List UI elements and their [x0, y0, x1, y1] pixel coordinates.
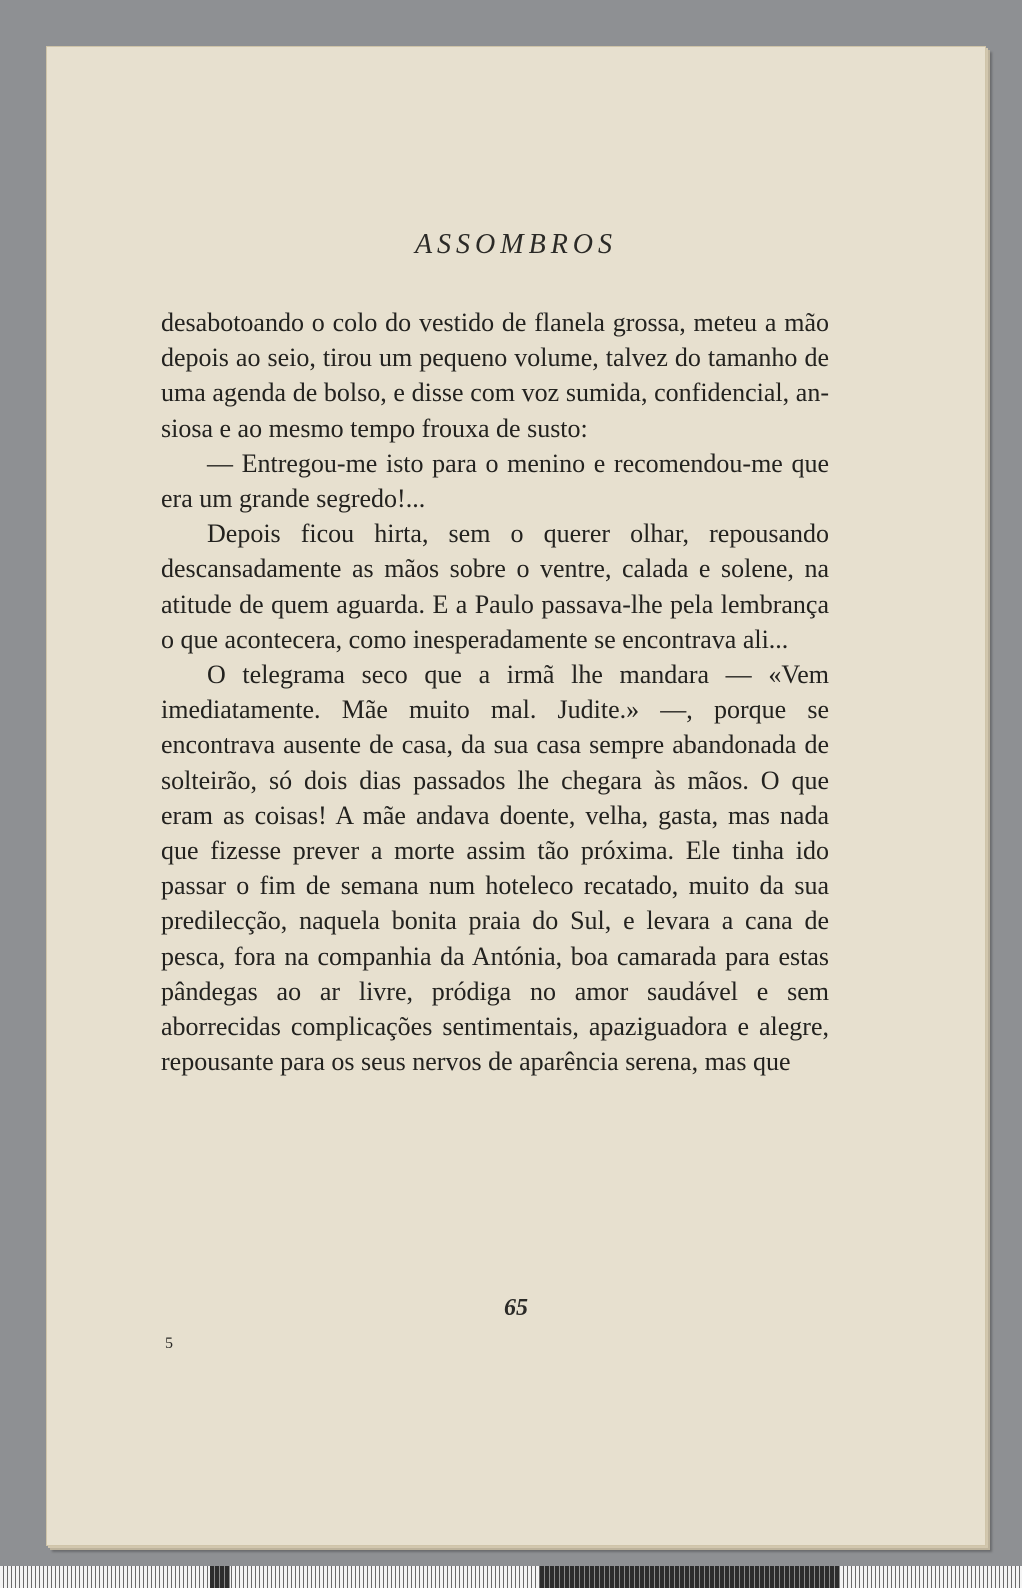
- paragraph-1: desabotoando o colo do vestido de flanela grossa, meteu a mão depois ao seio, tirou um pequeno volume, talvez do tamanho de uma agenda de bolso, e disse com voz sumida, confidencial, ansiosa e ao mesmo tempo frouxa de susto:: [161, 308, 829, 443]
- ruler-dark-segment: [540, 1566, 840, 1588]
- paragraph-3: Depois ficou hirta, sem o querer olhar, repousando descansadamente as mãos sobre o ventre, calada e solene, na atitude de quem aguarda. E a Paulo passava-lhe pela lembrança o que acontecera, como inesperadamente se encontrava ali...: [161, 519, 829, 654]
- paragraph-4: O telegrama seco que a irmã lhe mandara — «Vem imediatamente. Mãe muito mal. Judite.» —, porque se encontrava ausente de casa, da sua casa sempre abandonada de solteirão, só dois dias passados lhe chegara às mãos. O que eram as coisas! A mãe andava doente, velha, gasta, mas nada que fizesse prever a morte assim tão próxima. Ele tinha ido passar o fim de semana num hoteleco recatado, muito da sua predilecção, naquela bonita praia do Sul, e levara a cana de pesca, fora na companhia da Antónia, boa camarada para estas pândegas ao ar livre, pródiga no amor saudável e sem aborrecidas complicações sentimentais, apaziguadora e alegre, repousante para os seus nervos de aparência serena, mas que: [161, 660, 829, 1077]
- paragraph-2: — Entregou-me isto para o menino e recomendou-me que era um grande segredo!...: [161, 448, 829, 514]
- body-text: [161, 305, 829, 1079]
- page-number: 65: [504, 1295, 528, 1321]
- scan-ruler: [0, 1566, 1022, 1588]
- book-page: [46, 46, 986, 1546]
- signature-mark: 5: [165, 1335, 173, 1352]
- ruler-dark-segment: [210, 1566, 230, 1588]
- running-head: ASSOMBROS: [414, 229, 618, 260]
